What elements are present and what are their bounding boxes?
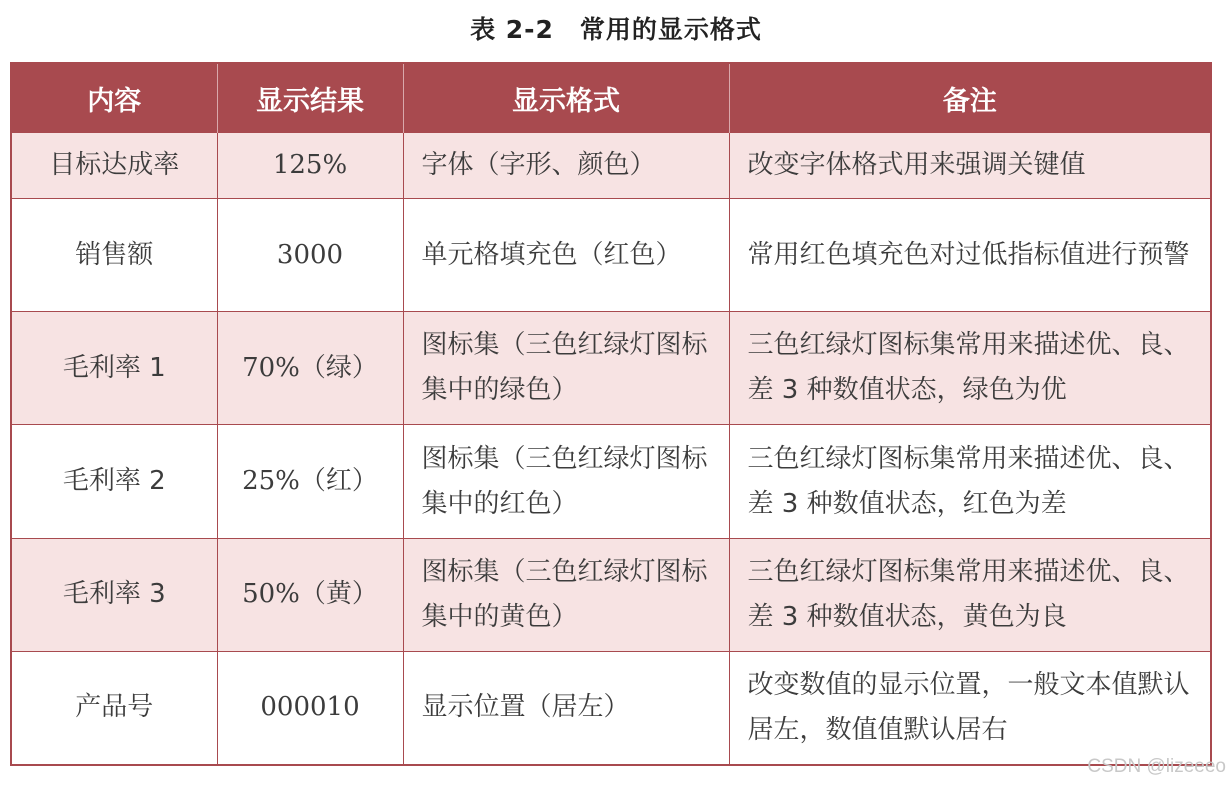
column-header-note: 备注	[729, 63, 1211, 133]
table-row	[11, 538, 1211, 651]
table-row	[11, 199, 1211, 312]
display-format-table	[10, 62, 1212, 766]
table-row	[11, 425, 1211, 538]
table-caption: 表 2-2 常用的显示格式	[470, 15, 762, 44]
cell-content: 目标达成率	[11, 133, 217, 199]
table-row	[11, 312, 1211, 425]
cell-note: 改变字体格式用来强调关键值	[729, 133, 1211, 199]
cell-note: 常用红色填充色对过低指标值进行预警	[729, 199, 1211, 312]
cell-format: 显示位置（居左）	[403, 651, 729, 765]
cell-result: 000010	[217, 651, 403, 765]
cell-content: 毛利率 2	[11, 425, 217, 538]
cell-note: 三色红绿灯图标集常用来描述优、良、差 3 种数值状态，黄色为良	[729, 538, 1211, 651]
column-header-format: 显示格式	[403, 63, 729, 133]
cell-result: 70%（绿）	[217, 312, 403, 425]
column-header-content: 内容	[11, 63, 217, 133]
table-row	[11, 133, 1211, 199]
cell-format: 单元格填充色（红色）	[403, 199, 729, 312]
cell-result: 50%（黄）	[217, 538, 403, 651]
cell-note: 三色红绿灯图标集常用来描述优、良、差 3 种数值状态，红色为差	[729, 425, 1211, 538]
cell-content: 毛利率 3	[11, 538, 217, 651]
cell-format: 图标集（三色红绿灯图标集中的红色）	[403, 425, 729, 538]
cell-note: 三色红绿灯图标集常用来描述优、良、差 3 种数值状态，绿色为优	[729, 312, 1211, 425]
cell-result: 3000	[217, 199, 403, 312]
cell-format: 图标集（三色红绿灯图标集中的绿色）	[403, 312, 729, 425]
cell-result: 125%	[217, 133, 403, 199]
watermark: CSDN @lizeeeo	[1087, 756, 1226, 777]
cell-content: 毛利率 1	[11, 312, 217, 425]
cell-note: 改变数值的显示位置，一般文本值默认居左，数值值默认居右	[729, 651, 1211, 765]
cell-format: 字体（字形、颜色）	[403, 133, 729, 199]
column-header-result: 显示结果	[217, 63, 403, 133]
table-row	[11, 651, 1211, 765]
cell-format: 图标集（三色红绿灯图标集中的黄色）	[403, 538, 729, 651]
cell-result: 25%（红）	[217, 425, 403, 538]
cell-content: 销售额	[11, 199, 217, 312]
table-header-row	[11, 63, 1211, 133]
cell-content: 产品号	[11, 651, 217, 765]
